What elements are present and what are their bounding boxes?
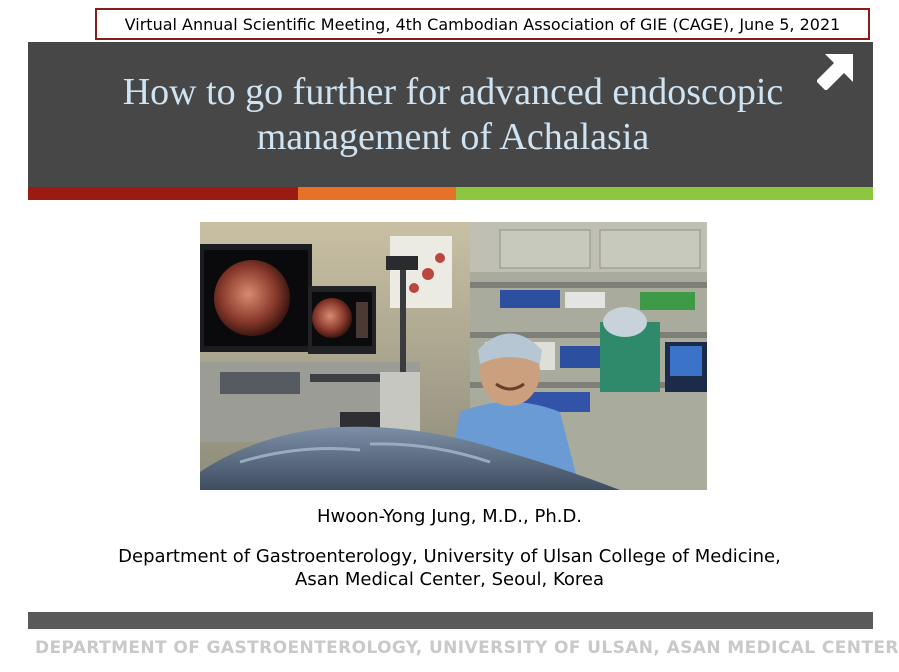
accent-stripe-green: [456, 187, 873, 200]
meeting-banner-text: Virtual Annual Scientific Meeting, 4th Cambodian Association of GIE (CAGE), June 5, 2021: [124, 14, 841, 34]
slide-title-line-1: How to go further for advanced endoscopic: [122, 71, 784, 113]
footer-text: DEPARTMENT OF GASTROENTEROLOGY, UNIVERSITY OF ULSAN, ASAN MEDICAL CENTER: [35, 638, 899, 658]
affiliation-line-1: Department of Gastroenterology, University of Ulsan College of Medicine,: [118, 546, 781, 567]
slide-title-line-2: management of Achalasia: [256, 116, 650, 158]
slide-title: [68, 70, 838, 160]
accent-stripe-red: [28, 187, 298, 200]
title-band: [28, 42, 873, 187]
endoscopy-room-photo: [200, 222, 707, 490]
author-name: Hwoon-Yong Jung, M.D., Ph.D.: [316, 506, 583, 527]
affiliation-line-2: Asan Medical Center, Seoul, Korea: [295, 569, 604, 590]
footer-bar: [28, 612, 873, 629]
accent-stripe-orange: [298, 187, 456, 200]
arrow-up-right-icon: [817, 52, 855, 90]
meeting-banner: [95, 8, 870, 40]
affiliation: [0, 545, 899, 591]
